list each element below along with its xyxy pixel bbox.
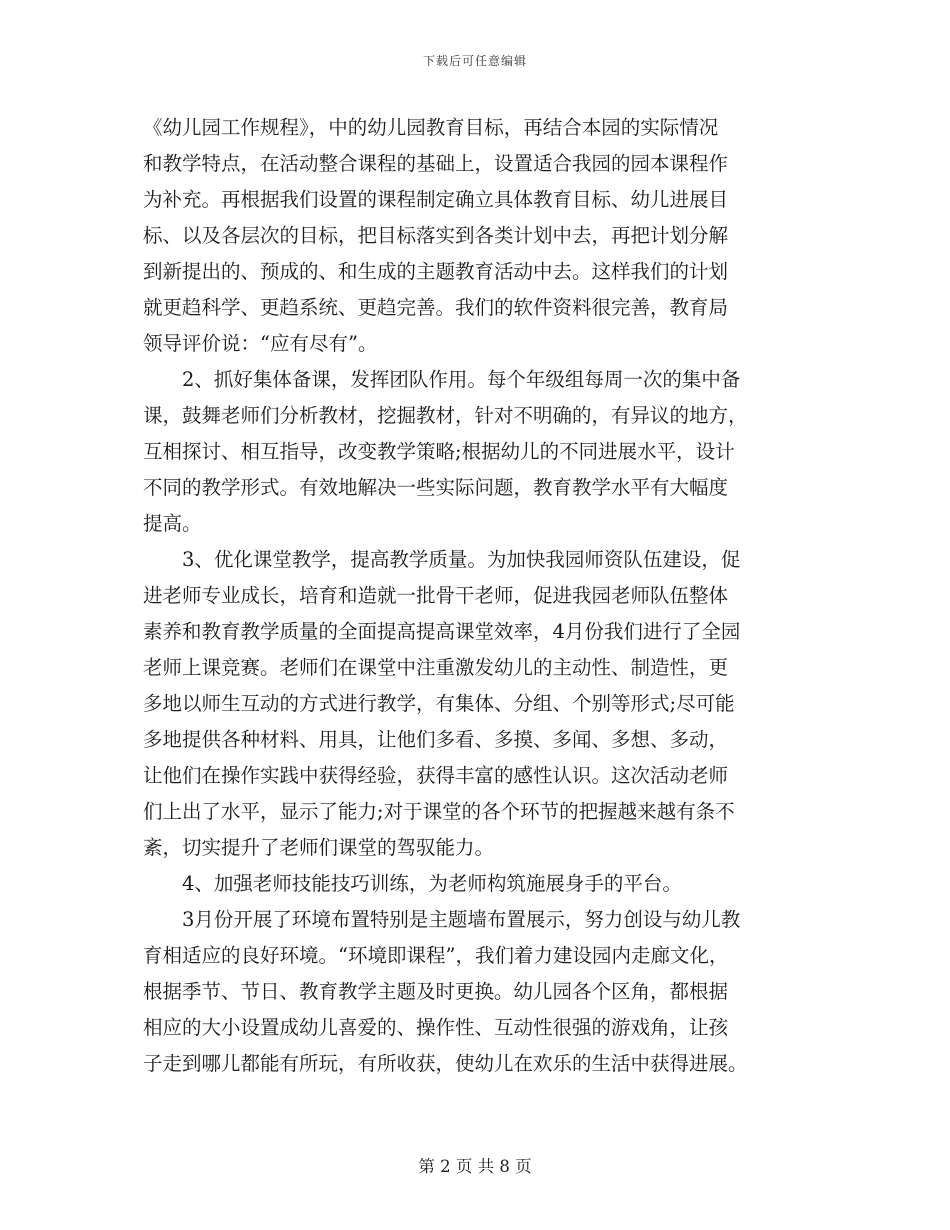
text-line: 相应的大小设置成幼儿喜爱的、操作性、互动性很强的游戏角，让孩 bbox=[143, 1016, 729, 1039]
text-line: 领导评价说：“应有尽有”。 bbox=[143, 332, 378, 355]
text-line: 为补充。再根据我们设置的课程制定确立具体教育目标、幼儿进展目 bbox=[143, 188, 729, 211]
paragraph-first-line: 2、抓好集体备课，发挥团队作用。每个年级组每周一次的集中备 bbox=[182, 368, 741, 391]
page-header: 下载后可任意编辑 bbox=[422, 54, 527, 68]
text-line: 不同的教学形式。有效地解决一些实际问题，教育教学水平有大幅度 bbox=[143, 476, 729, 499]
text-line: 就更趋科学、更趋系统、更趋完善。我们的软件资料很完善，教育局 bbox=[143, 296, 729, 319]
paragraph-first-line: 3月份开展了环境布置特别是主题墙布置展示，努力创设与幼儿教 bbox=[182, 908, 741, 931]
paragraph-first-line: 4、加强老师技能技巧训练，为老师构筑施展身手的平台。 bbox=[182, 872, 682, 895]
text-line: 到新提出的、预成的、和生成的主题教育活动中去。这样我们的计划 bbox=[143, 260, 729, 283]
text-line: 素养和教育教学质量的全面提高提高课堂效率，4月份我们进行了全园 bbox=[143, 620, 741, 643]
paragraph-first-line: 3、优化课堂教学，提高教学质量。为加快我园师资队伍建设，促 bbox=[182, 548, 741, 571]
text-line: 多地提供各种材料、用具，让他们多看、多摸、多闻、多想、多动， bbox=[143, 728, 729, 751]
text-line: 让他们在操作实践中获得经验，获得丰富的感性认识。这次活动老师 bbox=[143, 764, 729, 787]
text-line: 老师上课竞赛。老师们在课堂中注重激发幼儿的主动性、制造性，更 bbox=[143, 656, 729, 679]
text-line: 育相适应的良好环境。“环境即课程”，我们着力建设园内走廊文化， bbox=[143, 944, 729, 967]
text-line: 子走到哪儿都能有所玩，有所收获，使幼儿在欢乐的生活中获得进展。 bbox=[143, 1052, 748, 1075]
text-line: 进老师专业成长，培育和造就一批骨干老师，促进我园老师队伍整体 bbox=[143, 584, 729, 607]
text-line: 根据季节、节日、教育教学主题及时更换。幼儿园各个区角，都根据 bbox=[143, 980, 729, 1003]
text-line: 课，鼓舞老师们分析教材，挖掘教材，针对不明确的，有异议的地方， bbox=[143, 404, 748, 427]
text-line: 和教学特点，在活动整合课程的基础上，设置适合我园的园本课程作 bbox=[143, 152, 729, 175]
page-footer: 第 2 页 共 8 页 bbox=[418, 1157, 532, 1176]
text-line: 们上出了水平，显示了能力;对于课堂的各个环节的把握越来越有条不 bbox=[143, 800, 735, 823]
document-body bbox=[143, 110, 813, 1082]
text-line: 紊，切实提升了老师们课堂的驾驭能力。 bbox=[143, 836, 495, 859]
text-line: 多地以师生互动的方式进行教学，有集体、分组、个别等形式;尽可能 bbox=[143, 692, 735, 715]
text-line: 标、以及各层次的目标，把目标落实到各类计划中去，再把计划分解 bbox=[143, 224, 729, 247]
text-line: 《幼儿园工作规程》，中的幼儿园教育目标，再结合本园的实际情况 bbox=[143, 116, 719, 139]
text-line: 提高。 bbox=[143, 512, 202, 535]
text-line: 互相探讨、相互指导，改变教学策略;根据幼儿的不同进展水平，设计 bbox=[143, 440, 735, 463]
